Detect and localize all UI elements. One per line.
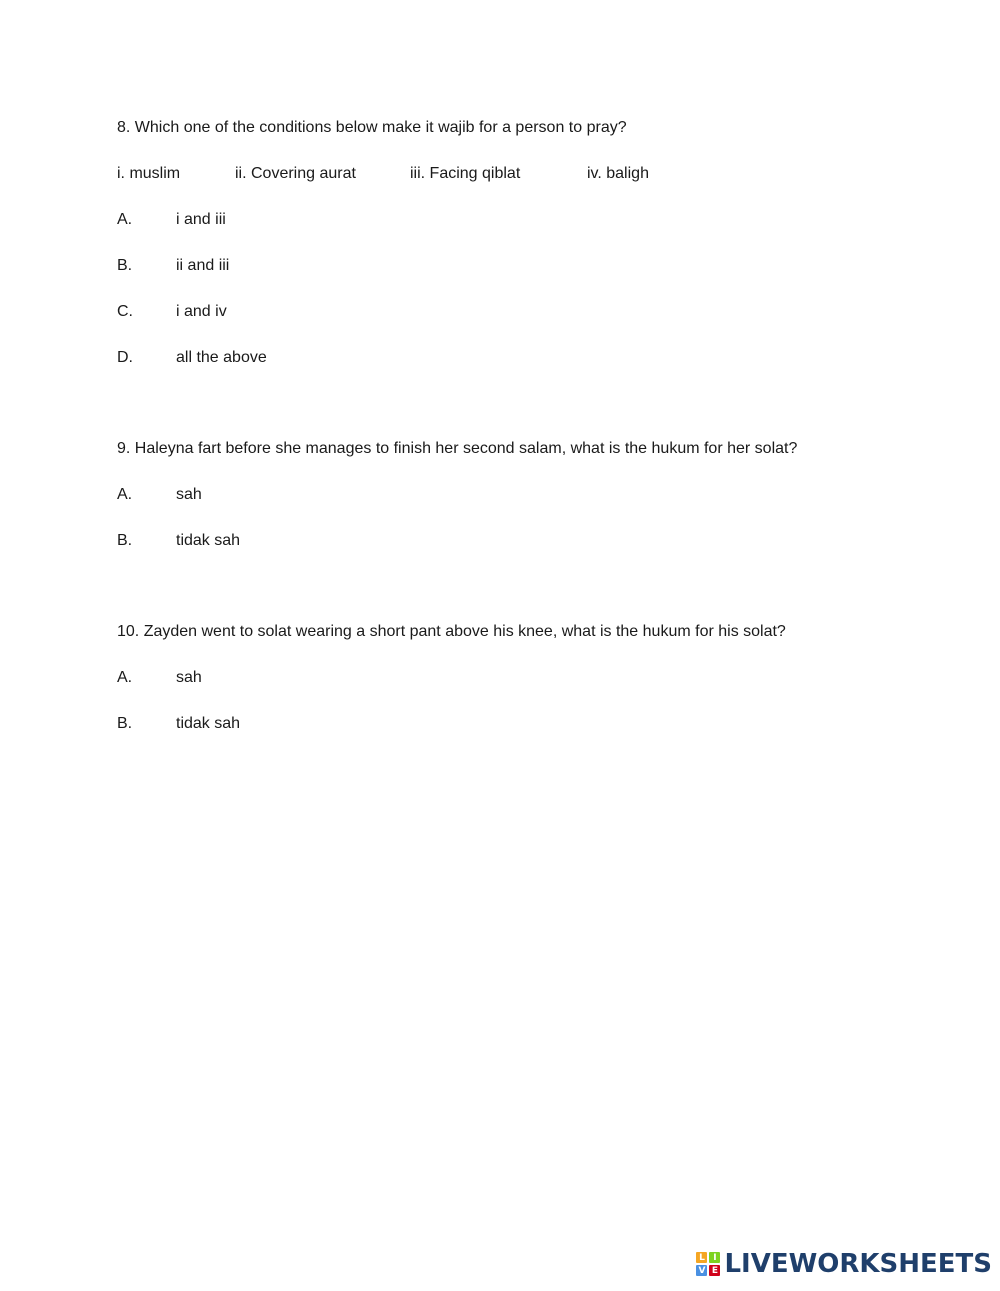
q8-option-c-letter: C. (117, 303, 133, 320)
q10-option-a-text: sah (176, 669, 202, 686)
q8-option-b-text: ii and iii (176, 257, 230, 274)
q10-option-b-text: tidak sah (176, 715, 241, 732)
q8-option-d-text: all the above (176, 349, 267, 366)
q8-option-b-letter: B. (117, 257, 133, 274)
condition-ii: ii. Covering aurat (235, 165, 356, 182)
liveworksheets-logo (696, 1249, 992, 1279)
q8-option-c-text: i and iv (176, 303, 227, 320)
q9-option-a-text: sah (176, 486, 202, 503)
question-8-text: 8. Which one of the conditions below make it wajib for a person to pray? (117, 119, 627, 136)
logo-cell-i: I (709, 1252, 720, 1263)
logo-cell-l: L (696, 1252, 707, 1263)
q10-option-b-letter: B. (117, 715, 133, 732)
logo-cell-v: V (696, 1265, 707, 1276)
q8-option-d-letter: D. (117, 349, 133, 366)
condition-iv: iv. baligh (587, 165, 649, 182)
q10-option-a-letter: A. (117, 669, 133, 686)
condition-i: i. muslim (117, 165, 181, 182)
condition-iii: iii. Facing qiblat (410, 165, 521, 182)
q8-option-a-text: i and iii (176, 211, 226, 228)
q9-option-b-text: tidak sah (176, 532, 241, 549)
q9-option-b-letter: B. (117, 532, 133, 549)
question-9-text: 9. Haleyna fart before she manages to finish her second salam, what is the hukum for her solat? (117, 440, 798, 457)
logo-icon (696, 1252, 720, 1276)
logo-cell-e: E (709, 1265, 720, 1276)
q9-option-a-letter: A. (117, 486, 133, 503)
logo-wordmark: LIVEWORKSHEETS (724, 1249, 992, 1279)
q8-option-a-letter: A. (117, 211, 133, 228)
question-10-text: 10. Zayden went to solat wearing a short pant above his knee, what is the hukum for his solat? (117, 623, 786, 640)
